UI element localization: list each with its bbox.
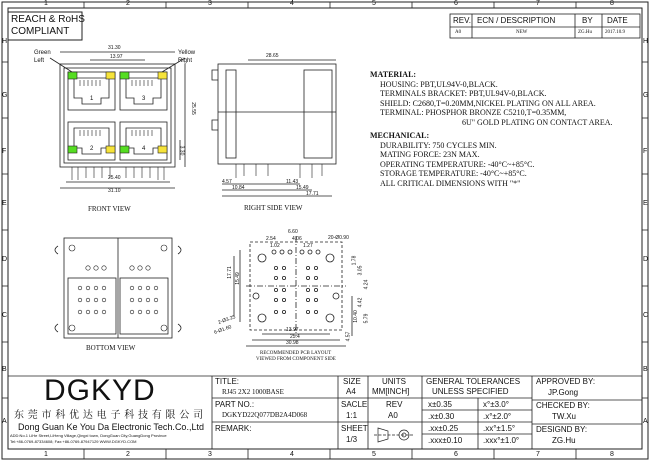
mechanical-line-4: STORAGE TEMPERATURE: -40°C~+85°C. xyxy=(380,169,527,178)
remark-label: REMARK: xyxy=(215,424,252,433)
grid-col-1-bottom: 1 xyxy=(44,451,48,458)
port-number-2: 2 xyxy=(90,146,94,152)
projection-symbol-icon xyxy=(374,428,414,442)
tolerance-left-2: .xx±0.25 xyxy=(428,424,459,433)
part-no-value: DGKYD22Q077DB2A4D068 xyxy=(222,411,308,419)
grid-col-5-bottom: 5 xyxy=(372,451,376,458)
grid-col-8: 8 xyxy=(610,0,614,7)
mechanical-heading: MECHANICAL: xyxy=(370,131,430,140)
tolerance-right-1: .x°±2.0° xyxy=(483,412,512,421)
port-number-3: 3 xyxy=(142,96,146,102)
grid-row-c-right: C xyxy=(643,312,649,319)
tolerance-left-1: .x±0.30 xyxy=(428,412,455,421)
tolerance-label-1: GENERAL TOLERANCES xyxy=(426,377,521,386)
sheet-label: SHEET xyxy=(341,424,368,433)
grid-col-7-bottom: 7 xyxy=(536,451,540,458)
pcb-dim-8: 2-Ø3.25 xyxy=(217,314,237,326)
tolerance-right-0: x°±3.0° xyxy=(483,400,509,409)
front-dim-top2: 13.97 xyxy=(110,54,123,60)
size-label: SIZE xyxy=(343,377,361,386)
pcb-dim-11: 25.4 xyxy=(290,334,300,340)
grid-col-1: 1 xyxy=(44,0,48,7)
grid-row-b: B xyxy=(2,366,7,373)
bottom-view-drawing xyxy=(55,238,181,338)
grid-row-d: D xyxy=(2,256,8,263)
grid-row-b-right: B xyxy=(643,366,648,373)
grid-col-4: 4 xyxy=(290,0,294,7)
grid-row-e-right: E xyxy=(643,200,648,207)
side-dim-3: 10.84 xyxy=(232,185,245,191)
front-dim-bottom1: 25.40 xyxy=(108,175,121,181)
front-dim-bottom2: 31.10 xyxy=(108,188,121,194)
tolerance-right-3: .xxx°±1.0° xyxy=(483,436,520,445)
grid-col-3: 3 xyxy=(208,0,212,7)
units-value: MM[INCH] xyxy=(372,387,410,396)
side-dim-5: 17.71 xyxy=(306,191,319,197)
grid-col-5: 5 xyxy=(372,0,376,7)
compliance-line2: COMPLIANT xyxy=(11,26,70,37)
tolerance-left-3: .xxx±0.10 xyxy=(428,436,463,445)
size-value: A4 xyxy=(346,387,356,396)
grid-col-6: 6 xyxy=(454,0,458,7)
pcb-dim-7: 15.49 xyxy=(234,272,241,285)
side-dim-2: 11.43 xyxy=(286,179,299,185)
bottom-view-label: BOTTOM VIEW xyxy=(86,344,136,352)
grid-col-7: 7 xyxy=(536,0,540,7)
pcb-dim-19: 5.79 xyxy=(363,313,370,324)
scale-value: 1:1 xyxy=(346,411,358,420)
designed-by-value: ZG.Hu xyxy=(552,436,576,445)
pcb-dim-18: 10.40 xyxy=(352,310,359,323)
grid-row-g: G xyxy=(2,92,8,99)
part-no-label: PART NO.: xyxy=(215,400,255,409)
pcb-dim-0: 6.60 xyxy=(288,229,298,235)
grid-row-e: E xyxy=(2,200,7,207)
pcb-dim-6: 17.71 xyxy=(226,266,233,279)
grid-row-c: C xyxy=(2,312,8,319)
pcb-dim-3: 1.27 xyxy=(303,243,313,249)
grid-row-g-right: G xyxy=(643,92,649,99)
material-block xyxy=(370,70,612,188)
pcb-dim-17: 4.42 xyxy=(357,297,364,308)
approved-by-label: APPROVED BY: xyxy=(536,377,596,386)
units-label: UNITS xyxy=(382,377,406,386)
port-number-1: 1 xyxy=(90,96,94,102)
checked-by-label: CHECKED BY: xyxy=(536,401,590,410)
company-contact: Tel:+86-0769-87334608; Fax:+86-0769-87947129 WWW.DGKYD.COM xyxy=(10,439,137,444)
grid-col-2-bottom: 2 xyxy=(126,451,130,458)
front-dim-small: 3.30 xyxy=(178,145,185,156)
material-line-1: HOUSING: PBT,UL94V-0,BLACK. xyxy=(380,79,498,89)
pcb-dim-10: 13.97 xyxy=(286,327,299,333)
rev-row-by: ZG.Hu xyxy=(578,30,593,35)
mechanical-line-1: DURABILITY: 750 CYCLES MIN. xyxy=(380,140,497,150)
pcb-dim-15: 3.05 xyxy=(357,265,364,276)
rev-header-date: DATE xyxy=(607,16,628,25)
grid-row-f: F xyxy=(2,148,7,155)
pcb-layout-label-1: RECOMMENDED PCB LAYOUT xyxy=(260,351,332,356)
material-line-2: TERMINALS BRACKET: PBT,UL94V-0,BLACK. xyxy=(380,89,547,98)
rev-row-rev: A0 xyxy=(455,30,462,35)
company-name-cn: 东 莞 市 科 优 达 电 子 科 技 有 限 公 司 xyxy=(14,410,204,421)
tolerance-label-2: UNLESS SPECIFIED xyxy=(432,387,509,396)
pcb-dim-2: 2.54 xyxy=(266,236,276,242)
side-dim-top: 28.65 xyxy=(266,53,279,59)
led-green-label: Green xyxy=(34,50,51,56)
front-dim-top: 31.30 xyxy=(108,45,121,51)
mechanical-line-5: ALL CRITICAL DIMENSIONS WITH "*" xyxy=(380,178,521,188)
pcb-dim-1: 4.06 xyxy=(292,236,302,242)
pcb-dim-4: 1.02 xyxy=(270,243,280,249)
led-right-label: Right xyxy=(178,58,193,64)
mechanical-line-2: MATING FORCE: 23N MAX. xyxy=(380,150,480,159)
company-logo: DGKYD xyxy=(44,374,156,407)
tolerance-right-2: .xx°±1.5° xyxy=(483,424,516,433)
grid-row-a-right: A xyxy=(643,418,648,425)
material-line-3: SHIELD: C2680,T=0.20MM,NICKEL PLATING ON ALL AREA. xyxy=(380,98,596,108)
port-number-4: 4 xyxy=(142,146,146,152)
rev-header-rev: REV. xyxy=(453,16,471,25)
grid-row-h-right: H xyxy=(643,38,649,45)
designed-by-label: DESIGND BY: xyxy=(536,425,588,434)
grid-row-f-right: F xyxy=(643,148,648,155)
pcb-dim-9: 6-Ø1.60 xyxy=(213,324,233,336)
grid-col-3-bottom: 3 xyxy=(208,451,212,458)
right-side-view-label: RIGHT SIDE VIEW xyxy=(244,204,303,212)
grid-col-2: 2 xyxy=(126,0,130,7)
pcb-dim-5: 20-Ø0.90 xyxy=(328,235,349,241)
grid-col-6-bottom: 6 xyxy=(454,451,458,458)
approved-by-value: JP.Gong xyxy=(548,388,579,397)
rev-row-ecn: NEW xyxy=(516,30,528,35)
grid-row-d-right: D xyxy=(643,256,649,263)
pcb-dim-14: 1.78 xyxy=(351,255,358,266)
title-label: TITLE: xyxy=(215,377,240,386)
pcb-dim-16: 4.24 xyxy=(363,279,370,290)
grid-col-8-bottom: 8 xyxy=(610,451,614,458)
grid-row-h: H xyxy=(2,38,8,45)
rev-row-date: 2017.10.9 xyxy=(605,30,625,35)
rev-header-ecn: ECN / DESCRIPTION xyxy=(477,16,556,25)
rev-header-by: BY xyxy=(582,16,593,25)
led-yellow-label: Yellow xyxy=(178,50,196,56)
sheet-value: 1/3 xyxy=(346,435,358,444)
material-line-4: TERMINAL: PHOSPHOR BRONZE C5210,T=0.35MM, xyxy=(380,108,567,117)
grid-col-4-bottom: 4 xyxy=(290,451,294,458)
pcb-dim-12: 30.98 xyxy=(286,340,299,346)
compliance-line1: REACH & RoHS xyxy=(11,14,85,25)
led-left-label: Left xyxy=(34,58,45,64)
tolerance-left-0: x±0.35 xyxy=(428,400,452,409)
rev-value: A0 xyxy=(388,411,398,420)
front-dim-side: 25.55 xyxy=(189,102,196,115)
rev-label: REV xyxy=(386,400,403,409)
title-value: RJ45 2X2 1000BASE xyxy=(222,388,284,396)
scale-label: SACLE xyxy=(341,400,368,409)
company-address: ADD:No.1 LiHe Street,LiHeng Village,Qingxi town, DongGuan City,GuangDong Province xyxy=(10,433,167,438)
mechanical-line-3: OPERATING TEMPERATURE: -40°C~+85°C. xyxy=(380,159,535,169)
pcb-layout-label-2: VIEWED FROM COMPONENT SIDE xyxy=(256,357,336,362)
right-side-view-drawing xyxy=(212,60,336,196)
checked-by-value: TW.Xu xyxy=(552,412,577,421)
grid-row-a: A xyxy=(2,418,7,425)
front-view-label: FRONT VIEW xyxy=(88,205,131,213)
pcb-dim-13: 4.57 xyxy=(345,331,352,342)
side-dim-1: 4.57 xyxy=(222,179,232,185)
side-dim-4: 15.49 xyxy=(296,185,309,191)
company-name-en: Dong Guan Ke You Da Electronic Tech.Co.,Ltd xyxy=(18,422,204,432)
material-line-5: 6U" GOLD PLATING ON CONTACT AREA. xyxy=(462,117,613,127)
material-heading: MATERIAL: xyxy=(370,70,417,79)
